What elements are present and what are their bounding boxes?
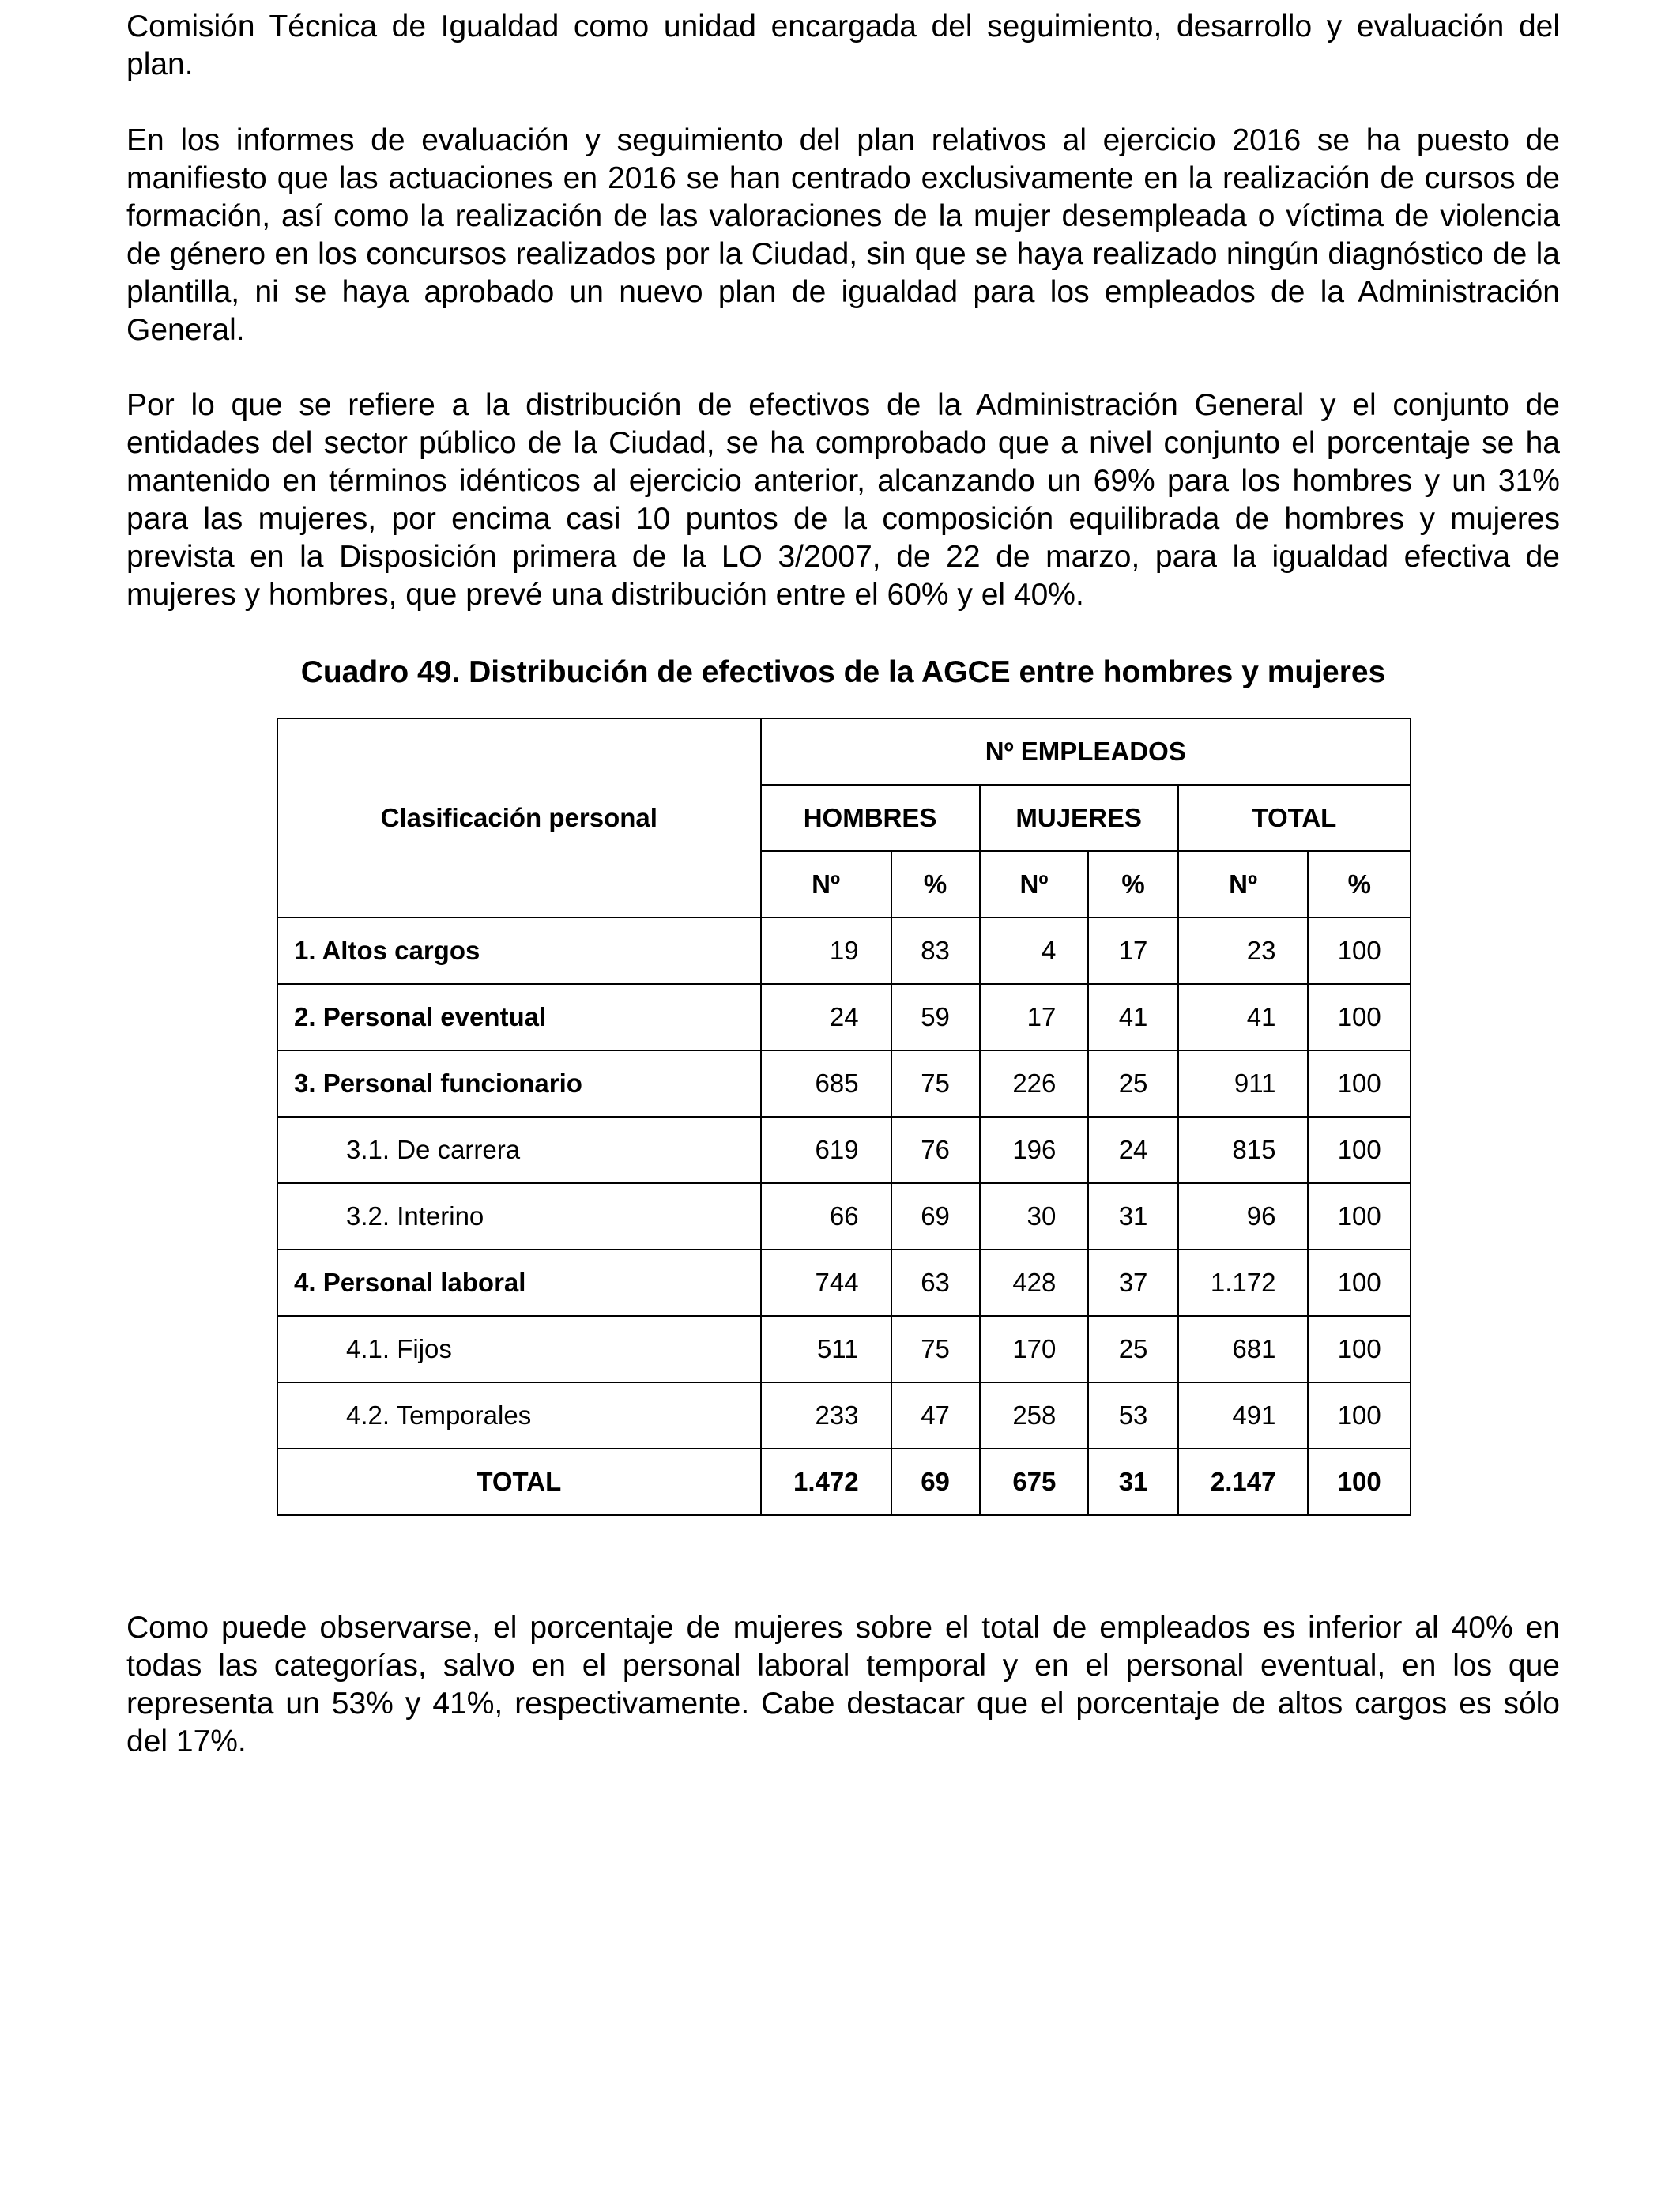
closing-paragraph: Como puede observarse, el porcentaje de mujeres sobre el total de empleados es inferior al 40% en todas las categorías, salvo en el personal laboral temporal y en el personal eventual, en los que representa un 53% y 41%, respectivamente. Cabe destacar que el porcentaje de altos cargos es sólo del 17%. (126, 1611, 1560, 1759)
cell-hombres-n: 24 (761, 984, 891, 1050)
cell-total-n: 815 (1178, 1117, 1309, 1183)
table-header-row-1 (277, 718, 1411, 785)
cell-mujeres-n: 226 (980, 1050, 1089, 1117)
cell-total-pct: 100 (1308, 1449, 1411, 1515)
cell-hombres-pct: 69 (891, 1449, 980, 1515)
subheader-hombres-n: Nº (761, 851, 891, 918)
row-label: 3.1. De carrera (277, 1117, 761, 1183)
row-label: 2. Personal eventual (277, 984, 761, 1050)
subheader-total-n: Nº (1178, 851, 1309, 918)
subheader-total-pct: % (1308, 851, 1411, 918)
cell-hombres-n: 619 (761, 1117, 891, 1183)
header-hombres: HOMBRES (761, 785, 980, 851)
cell-hombres-pct: 75 (891, 1316, 980, 1382)
cell-mujeres-pct: 31 (1088, 1183, 1177, 1250)
table-row (277, 1117, 1411, 1183)
cell-total-n: 491 (1178, 1382, 1309, 1449)
cell-hombres-pct: 59 (891, 984, 980, 1050)
cell-mujeres-pct: 25 (1088, 1050, 1177, 1117)
cell-total-n: 2.147 (1178, 1449, 1309, 1515)
cell-total-n: 96 (1178, 1183, 1309, 1250)
cell-hombres-n: 1.472 (761, 1449, 891, 1515)
cell-mujeres-pct: 25 (1088, 1316, 1177, 1382)
closing-section (126, 1609, 1560, 1761)
row-label: 4. Personal laboral (277, 1250, 761, 1316)
table-row (277, 918, 1411, 984)
cell-mujeres-pct: 24 (1088, 1117, 1177, 1183)
cell-hombres-pct: 83 (891, 918, 980, 984)
cell-hombres-pct: 76 (891, 1117, 980, 1183)
table-row (277, 1316, 1411, 1382)
cell-mujeres-n: 30 (980, 1183, 1089, 1250)
row-label: 3.2. Interino (277, 1183, 761, 1250)
cell-mujeres-pct: 37 (1088, 1250, 1177, 1316)
cell-total-pct: 100 (1308, 984, 1411, 1050)
row-label: 3. Personal funcionario (277, 1050, 761, 1117)
row-label: 4.1. Fijos (277, 1316, 761, 1382)
cell-mujeres-n: 196 (980, 1117, 1089, 1183)
cell-hombres-pct: 75 (891, 1050, 980, 1117)
cell-mujeres-n: 675 (980, 1449, 1089, 1515)
header-classification: Clasificación personal (277, 718, 761, 918)
header-employees-group: Nº EMPLEADOS (761, 718, 1411, 785)
header-total: TOTAL (1178, 785, 1411, 851)
cell-mujeres-n: 4 (980, 918, 1089, 984)
cell-total-n: 23 (1178, 918, 1309, 984)
subheader-mujeres-pct: % (1088, 851, 1177, 918)
cell-hombres-pct: 63 (891, 1250, 980, 1316)
document-body (126, 8, 1560, 692)
cell-hombres-n: 233 (761, 1382, 891, 1449)
subheader-hombres-pct: % (891, 851, 980, 918)
cell-total-pct: 100 (1308, 1117, 1411, 1183)
paragraph-3: Por lo que se refiere a la distribución de efectivos de la Administración General y el conjunto de entidades del sector público de la Ciudad, se ha comprobado que a nivel conjunto el porcentaje se ha mantenido en términos idénticos al ejercicio anterior, alcanzando un 69% para los hombres y un 31% para las mujeres, por encima casi 10 puntos de la composición equilibrada de hombres y mujeres prevista en la Disposición primera de la LO 3/2007, de 22 de marzo, para la igualdad efectiva de mujeres y hombres, que prevé una distribución entre el 60% y el 40%. (126, 388, 1560, 612)
subheader-mujeres-n: Nº (980, 851, 1089, 918)
cell-hombres-n: 511 (761, 1316, 891, 1382)
table-row (277, 984, 1411, 1050)
cell-hombres-pct: 69 (891, 1183, 980, 1250)
row-label-total: TOTAL (277, 1449, 761, 1515)
cell-hombres-pct: 47 (891, 1382, 980, 1449)
cell-total-pct: 100 (1308, 918, 1411, 984)
cell-mujeres-pct: 17 (1088, 918, 1177, 984)
cell-total-pct: 100 (1308, 1316, 1411, 1382)
cell-hombres-n: 685 (761, 1050, 891, 1117)
cell-mujeres-n: 17 (980, 984, 1089, 1050)
table-row (277, 1250, 1411, 1316)
paragraph-1: Comisión Técnica de Igualdad como unidad encargada del seguimiento, desarrollo y evaluación del plan. (126, 9, 1560, 81)
row-label: 1. Altos cargos (277, 918, 761, 984)
cell-total-pct: 100 (1308, 1382, 1411, 1449)
staff-distribution-table (277, 718, 1411, 1516)
cell-mujeres-pct: 41 (1088, 984, 1177, 1050)
cell-hombres-n: 66 (761, 1183, 891, 1250)
paragraph-2: En los informes de evaluación y seguimiento del plan relativos al ejercicio 2016 se ha puesto de manifiesto que las actuaciones en 2016 se han centrado exclusivamente en la realización de cursos de formación, así como la realización de las valoraciones de la mujer desempleada o víctima de violencia de género en los concursos realizados por la Ciudad, sin que se haya realizado ningún diagnóstico de la plantilla, ni se haya aprobado un nuevo plan de igualdad para los empleados de la Administración General. (126, 123, 1560, 347)
cell-total-pct: 100 (1308, 1183, 1411, 1250)
cell-mujeres-n: 428 (980, 1250, 1089, 1316)
table-row (277, 1183, 1411, 1250)
cell-mujeres-n: 258 (980, 1382, 1089, 1449)
cell-hombres-n: 744 (761, 1250, 891, 1316)
cell-total-n: 681 (1178, 1316, 1309, 1382)
cell-total-pct: 100 (1308, 1250, 1411, 1316)
table-total-row (277, 1449, 1411, 1515)
cell-mujeres-pct: 31 (1088, 1449, 1177, 1515)
cell-mujeres-n: 170 (980, 1316, 1089, 1382)
table-row (277, 1050, 1411, 1117)
cell-total-n: 41 (1178, 984, 1309, 1050)
table-caption: Cuadro 49. Distribución de efectivos de la AGCE entre hombres y mujeres (300, 655, 1386, 689)
table-row (277, 1382, 1411, 1449)
cell-total-n: 911 (1178, 1050, 1309, 1117)
cell-total-pct: 100 (1308, 1050, 1411, 1117)
cell-mujeres-pct: 53 (1088, 1382, 1177, 1449)
cell-total-n: 1.172 (1178, 1250, 1309, 1316)
cell-hombres-n: 19 (761, 918, 891, 984)
header-mujeres: MUJERES (980, 785, 1178, 851)
row-label: 4.2. Temporales (277, 1382, 761, 1449)
